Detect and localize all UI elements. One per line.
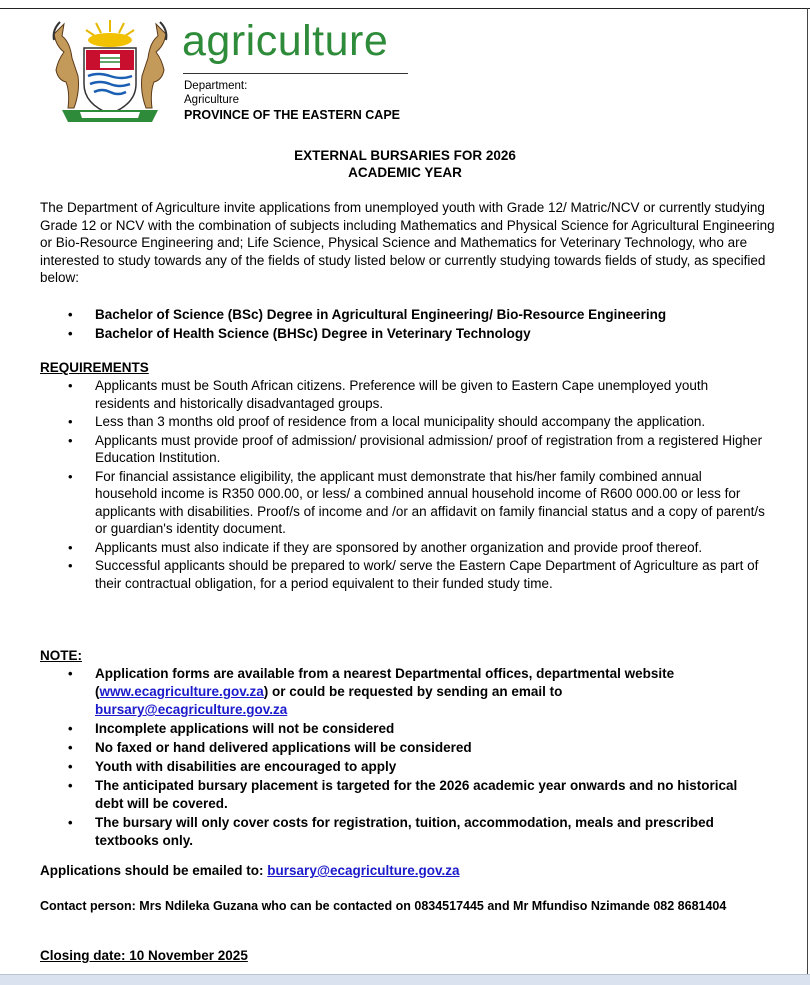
page-bottom-band bbox=[0, 974, 810, 985]
requirement-text: Applicants must also indicate if they are sponsored by another organization and provide proof thereof. bbox=[95, 539, 703, 555]
requirement-text: Less than 3 months old proof of residence from a local municipality should accompany the application. bbox=[95, 414, 706, 429]
requirement-text: For financial assistance eligibility, the applicant must demonstrate that his/her family combined annual household income is R350 000.00, or less/ a combined annual household income of R600 000.00 or less for applicants with disabilities. Proof/s of income and /or an affidavit on family financial status and a copy of parent/s or guardian's identity document. bbox=[95, 468, 765, 536]
study-field: Bachelor of Science (BSc) Degree in Agricultural Engineering/ Bio-Resource Engineering bbox=[95, 307, 667, 322]
website-link[interactable]: www.ecagriculture.gov.za bbox=[99, 684, 264, 699]
document-title-line-1: EXTERNAL BURSARIES FOR 2026 bbox=[294, 148, 516, 163]
requirements-list bbox=[0, 377, 810, 593]
study-fields-list bbox=[0, 306, 810, 344]
study-field: Bachelor of Health Science (BHSc) Degree in Veterinary Technology bbox=[95, 326, 531, 341]
bullet-icon: • bbox=[68, 326, 73, 341]
bullet-icon: • bbox=[68, 539, 73, 555]
province-name: PROVINCE OF THE EASTERN CAPE bbox=[184, 108, 400, 122]
note-text: No faxed or hand delivered applications will be considered bbox=[95, 740, 472, 755]
wordmark-divider bbox=[183, 73, 408, 74]
list-item bbox=[0, 777, 765, 813]
bullet-icon: • bbox=[68, 815, 73, 830]
note-text: Incomplete applications will not be considered bbox=[95, 721, 395, 736]
note-text: ) or could be requested by sending an email to bbox=[263, 684, 563, 699]
intro-paragraph: The Department of Agriculture invite applications from unemployed youth with Grade 12/ Matric/NCV or currently studying Grade 12 or NCV with the combination of subjects including Mathematics and Physical Science for Agricultural Engineering or Bio-Resource Engineering and; Life Science, Physical Science and Mathematics for Veterinary Technology, who are interested to study towards any of the fields of study listed below or currently studying towards fields of study, as specified below: bbox=[40, 200, 775, 286]
list-item bbox=[0, 720, 765, 738]
bullet-icon: • bbox=[68, 414, 73, 429]
list-item bbox=[0, 306, 810, 325]
bullet-icon: • bbox=[68, 759, 73, 774]
list-item bbox=[0, 739, 765, 757]
note-text: Application forms are available from a nearest Departmental offices, departmental website ( bbox=[95, 666, 675, 699]
note-text: The bursary will only cover costs for registration, tuition, accommodation, meals and prescribed textbooks only. bbox=[95, 815, 714, 848]
note-list bbox=[0, 665, 810, 851]
bullet-icon: • bbox=[68, 468, 73, 484]
bullet-icon: • bbox=[68, 740, 73, 755]
note-text: Youth with disabilities are encouraged to apply bbox=[95, 759, 397, 774]
list-item bbox=[0, 325, 810, 344]
note-text: The anticipated bursary placement is targeted for the 2026 academic year onwards and no historical debt will be covered. bbox=[95, 778, 738, 811]
list-item bbox=[0, 539, 765, 557]
note-heading: NOTE: bbox=[40, 648, 82, 663]
email-link[interactable]: bursary@ecagriculture.gov.za bbox=[95, 702, 288, 717]
bullet-icon: • bbox=[68, 558, 73, 573]
bullet-icon: • bbox=[68, 721, 73, 736]
bullet-icon: • bbox=[68, 666, 73, 681]
apply-label: Applications should be emailed to: bbox=[40, 863, 264, 878]
document-title-line-2: ACADEMIC YEAR bbox=[348, 165, 462, 180]
closing-date: Closing date: 10 November 2025 bbox=[40, 948, 248, 963]
agriculture-wordmark: agriculture bbox=[182, 17, 389, 65]
apply-instruction bbox=[40, 864, 460, 878]
bullet-icon: • bbox=[68, 378, 73, 393]
list-item bbox=[0, 814, 765, 850]
department-label: Department: bbox=[184, 80, 248, 92]
list-item bbox=[0, 432, 765, 467]
list-item bbox=[0, 413, 765, 431]
bullet-icon: • bbox=[68, 432, 73, 448]
apply-email-link[interactable]: bursary@ecagriculture.gov.za bbox=[267, 863, 460, 878]
list-item bbox=[0, 665, 765, 719]
list-item bbox=[0, 758, 765, 776]
bullet-icon: • bbox=[68, 307, 73, 322]
requirements-heading: REQUIREMENTS bbox=[40, 360, 149, 375]
list-item bbox=[0, 468, 765, 538]
requirement-text: Applicants must be South African citizens. Preference will be given to Eastern Cape unemployed youth residents and historically disadvantaged groups. bbox=[95, 378, 709, 411]
top-border bbox=[0, 8, 810, 9]
contact-person: Contact person: Mrs Ndileka Guzana who can be contacted on 0834517445 and Mr Mfundiso Nzimande 082 8681404 bbox=[40, 899, 727, 913]
coat-of-arms-icon bbox=[40, 18, 180, 126]
requirement-text: Applicants must provide proof of admission/ provisional admission/ proof of registration from a registered Higher Education Institution. bbox=[95, 432, 763, 465]
bullet-icon: • bbox=[68, 778, 73, 793]
list-item bbox=[0, 557, 765, 592]
list-item bbox=[0, 377, 765, 412]
requirement-text: Successful applicants should be prepared to work/ serve the Eastern Cape Department of Agriculture as part of their contractual obligation, for a period equivalent to their funded study time. bbox=[95, 558, 759, 591]
department-name: Agriculture bbox=[184, 94, 239, 106]
